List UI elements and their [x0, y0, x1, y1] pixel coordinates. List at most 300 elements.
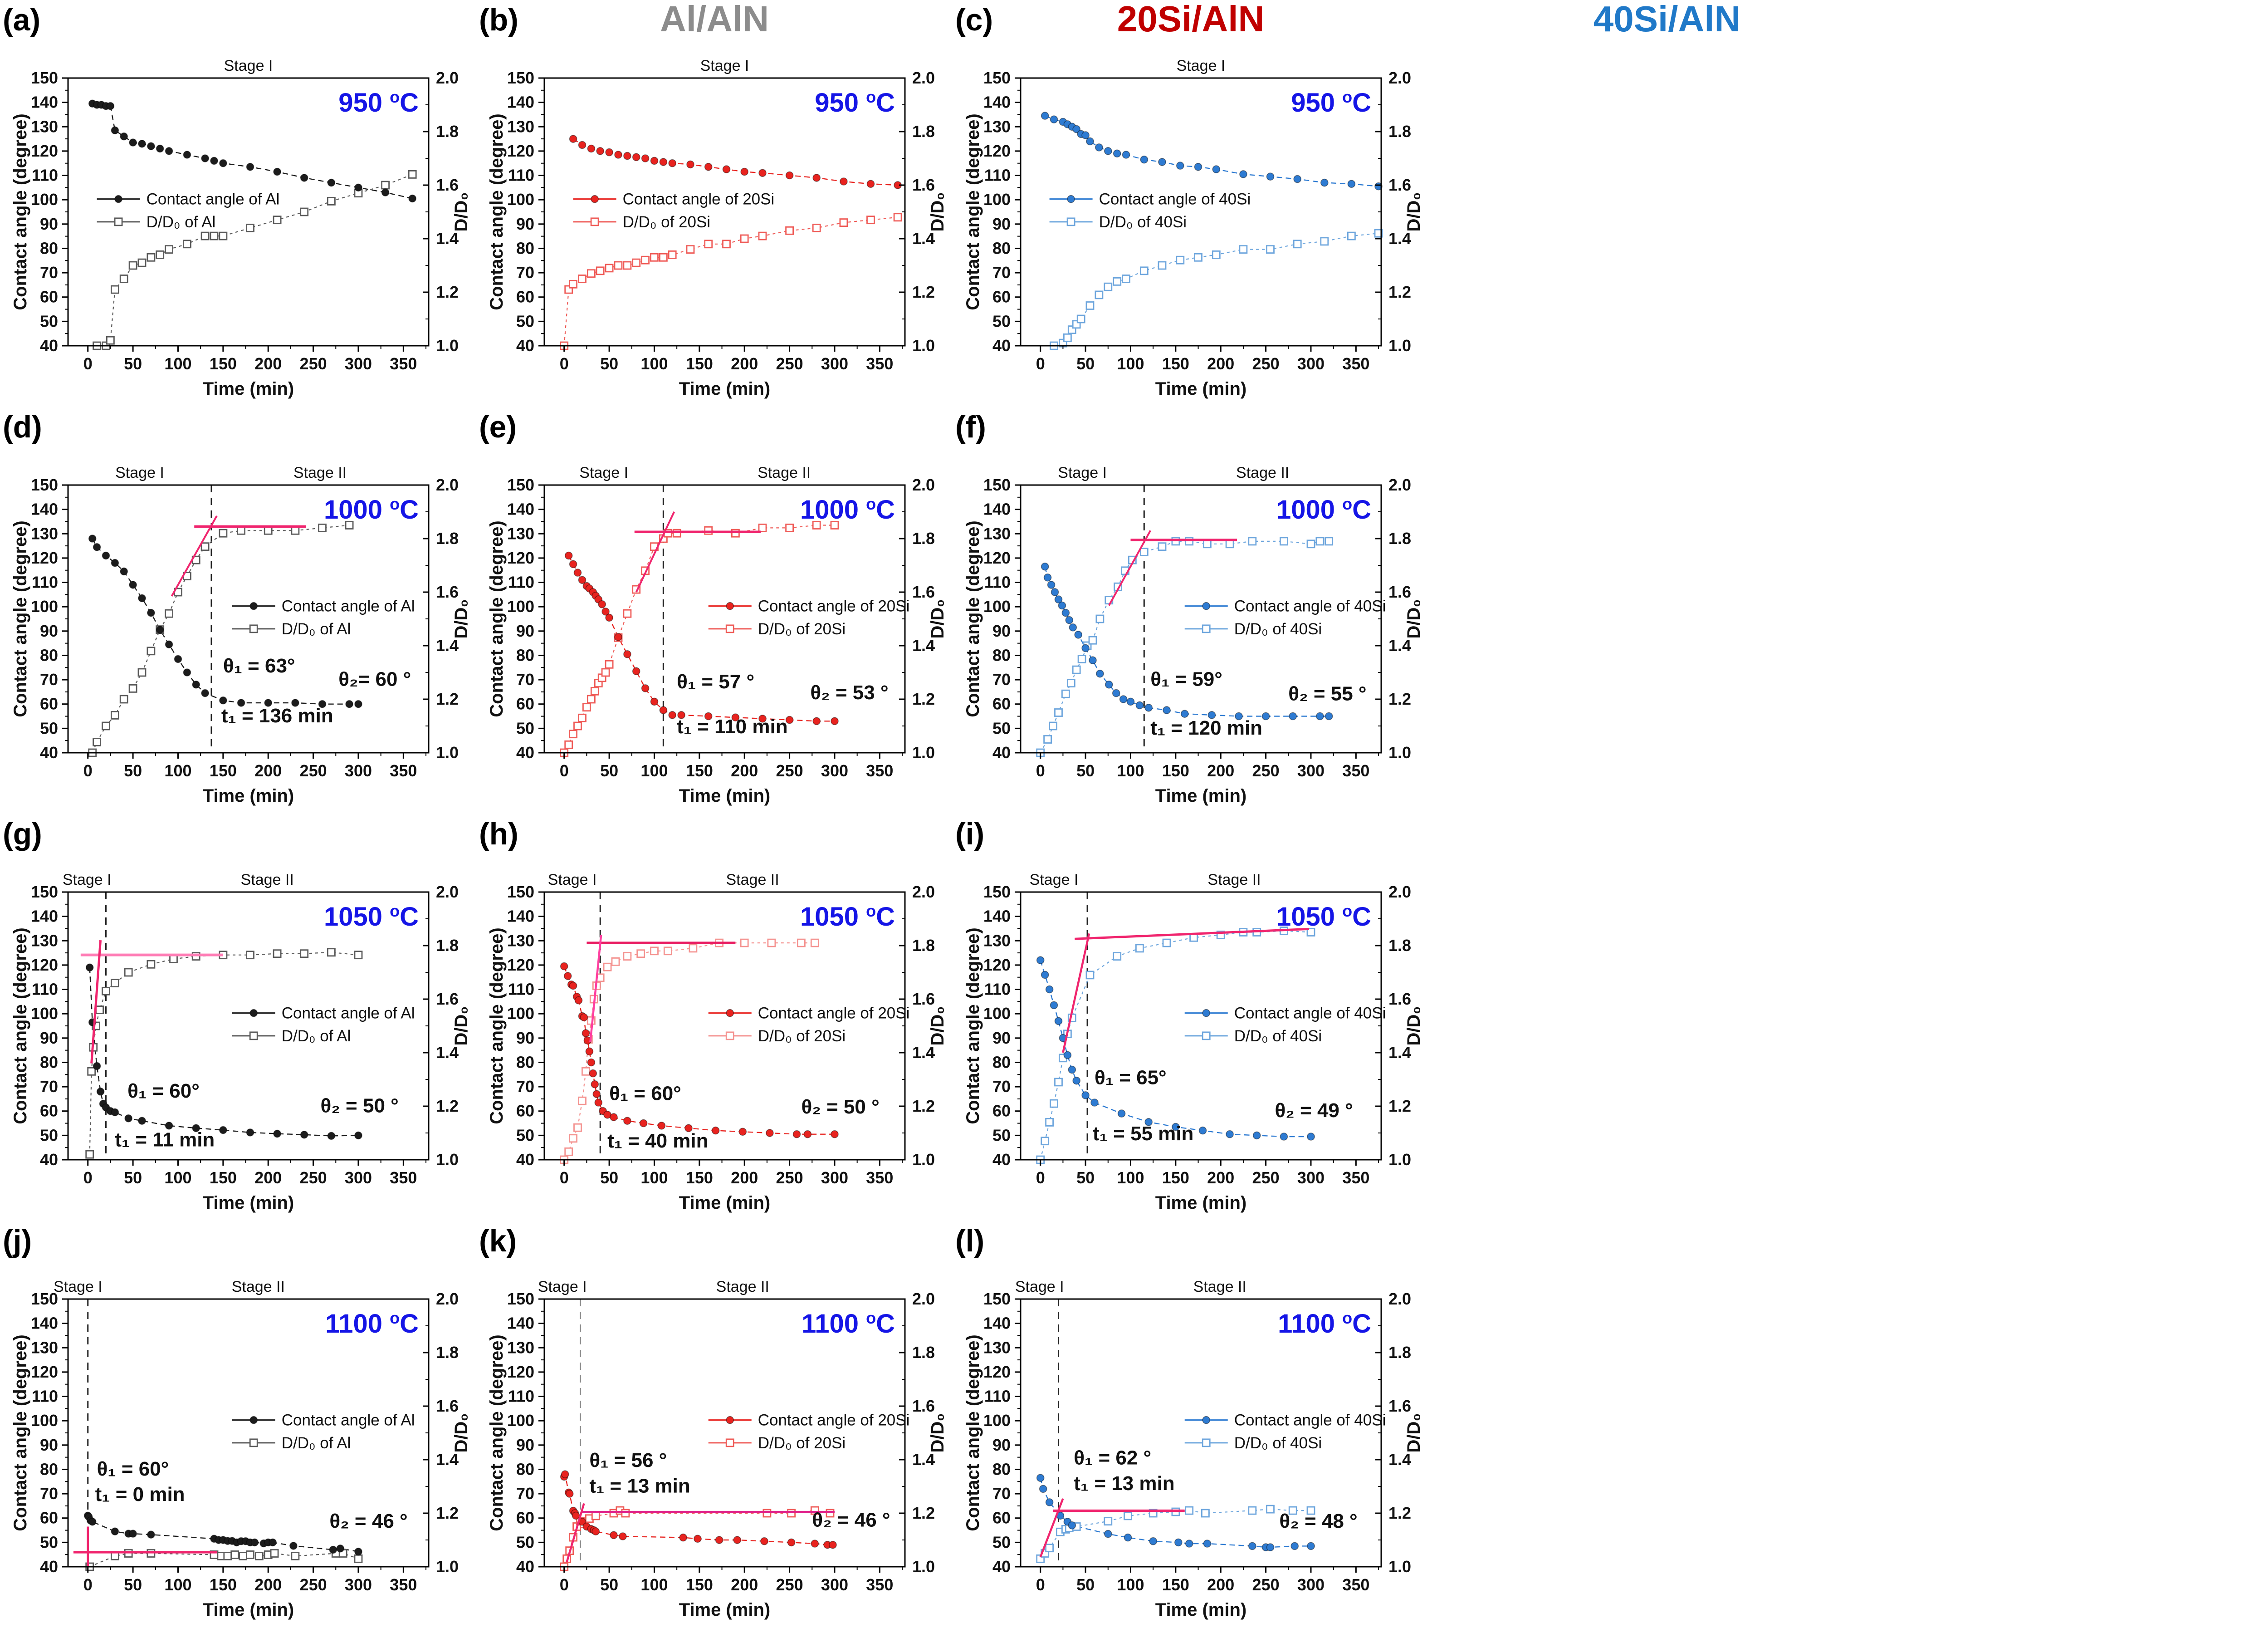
svg-text:1.0: 1.0 [912, 1557, 935, 1576]
svg-text:50: 50 [600, 354, 619, 373]
panel-j-chart [0, 1221, 476, 1628]
svg-text:1.2: 1.2 [912, 1504, 935, 1522]
svg-text:250: 250 [299, 354, 327, 373]
svg-text:350: 350 [390, 354, 417, 373]
svg-text:D/D₀: D/D₀ [928, 1413, 948, 1453]
svg-text:D/D₀: D/D₀ [451, 192, 471, 232]
svg-text:50: 50 [516, 719, 534, 738]
svg-text:60: 60 [39, 1101, 58, 1120]
svg-text:Stage I: Stage I [1058, 464, 1107, 481]
svg-text:2.0: 2.0 [436, 883, 459, 901]
svg-text:θ₂ = 50 °: θ₂ = 50 ° [801, 1096, 880, 1118]
svg-text:150: 150 [983, 69, 1011, 87]
svg-text:90: 90 [39, 621, 58, 640]
column-title-al-aln: Al/AlN [660, 0, 769, 39]
svg-text:110: 110 [31, 573, 58, 592]
panel-a-chart [0, 0, 476, 407]
svg-text:Time (min): Time (min) [202, 1600, 294, 1620]
panel-j-letter: (j) [3, 1224, 32, 1258]
svg-text:130: 130 [30, 117, 58, 136]
svg-text:Contact angle (degree): Contact angle (degree) [963, 1334, 983, 1531]
svg-text:70: 70 [992, 1077, 1011, 1096]
svg-text:60: 60 [39, 694, 58, 713]
svg-text:Time (min): Time (min) [202, 379, 294, 399]
svg-text:Contact angle of 20Si: Contact angle of 20Si [622, 190, 775, 208]
svg-text:θ₂ = 49 °: θ₂ = 49 ° [1275, 1099, 1353, 1122]
svg-text:1.2: 1.2 [1388, 1097, 1412, 1115]
svg-text:150: 150 [209, 1575, 237, 1594]
svg-text:2.0: 2.0 [436, 476, 459, 494]
svg-text:0: 0 [1036, 1575, 1045, 1594]
svg-text:120: 120 [507, 955, 534, 974]
svg-text:50: 50 [516, 1533, 534, 1552]
column-title-40si-aln: 40Si/AlN [1593, 0, 1741, 39]
svg-text:1.4: 1.4 [1388, 1450, 1412, 1469]
svg-text:150: 150 [507, 476, 534, 494]
svg-text:70: 70 [516, 263, 534, 282]
svg-text:1.2: 1.2 [436, 1504, 459, 1522]
svg-text:50: 50 [1076, 1168, 1095, 1187]
svg-text:80: 80 [39, 1053, 58, 1072]
svg-text:1.4: 1.4 [436, 1450, 459, 1469]
svg-text:Stage I: Stage I [1029, 871, 1079, 888]
svg-text:150: 150 [30, 476, 58, 494]
svg-text:90: 90 [516, 1435, 534, 1454]
svg-text:140: 140 [507, 907, 534, 926]
panel-l-chart [953, 1221, 1429, 1628]
svg-text:350: 350 [866, 1575, 894, 1594]
svg-text:Stage I: Stage I [547, 871, 597, 888]
svg-text:150: 150 [507, 69, 534, 87]
svg-text:t₁ = 0 min: t₁ = 0 min [95, 1483, 185, 1506]
svg-text:40: 40 [992, 743, 1011, 762]
svg-text:200: 200 [1207, 1575, 1235, 1594]
svg-text:70: 70 [39, 1484, 58, 1503]
svg-text:300: 300 [1297, 761, 1325, 780]
svg-text:80: 80 [39, 646, 58, 665]
svg-text:100: 100 [983, 597, 1011, 616]
svg-text:Contact angle (degree): Contact angle (degree) [487, 927, 507, 1124]
svg-text:150: 150 [507, 1290, 534, 1308]
svg-text:D/D₀: D/D₀ [1404, 192, 1424, 232]
svg-text:1.0: 1.0 [436, 1150, 459, 1169]
svg-text:300: 300 [821, 1168, 849, 1187]
svg-text:D/D₀ of Al: D/D₀ of Al [281, 1027, 351, 1045]
svg-text:D/D₀ of 20Si: D/D₀ of 20Si [758, 1434, 846, 1452]
svg-text:1.8: 1.8 [1388, 122, 1412, 141]
svg-text:1000 oC: 1000 $^o$C [323, 495, 419, 525]
svg-text:110: 110 [508, 980, 534, 999]
svg-text:70: 70 [516, 1484, 534, 1503]
svg-text:D/D₀: D/D₀ [928, 192, 948, 232]
svg-text:D/D₀: D/D₀ [928, 599, 948, 639]
svg-text:40: 40 [516, 1150, 534, 1169]
svg-text:150: 150 [30, 1290, 58, 1308]
svg-text:D/D₀ of 40Si: D/D₀ of 40Si [1234, 1434, 1322, 1452]
panel-k [476, 1221, 953, 1628]
svg-text:350: 350 [1342, 1168, 1370, 1187]
svg-text:70: 70 [992, 263, 1011, 282]
svg-text:250: 250 [299, 1168, 327, 1187]
svg-text:θ₂ = 53 °: θ₂ = 53 ° [810, 682, 889, 704]
svg-text:0: 0 [1036, 761, 1045, 780]
svg-text:200: 200 [254, 354, 282, 373]
svg-text:120: 120 [30, 141, 58, 160]
svg-text:200: 200 [731, 1575, 758, 1594]
svg-text:Contact angle (degree): Contact angle (degree) [487, 1334, 507, 1531]
svg-text:90: 90 [39, 1028, 58, 1047]
svg-text:D/D₀ of 20Si: D/D₀ of 20Si [758, 1027, 846, 1045]
svg-text:Time (min): Time (min) [1155, 786, 1247, 806]
svg-text:50: 50 [516, 312, 534, 331]
svg-text:Stage I: Stage I [62, 871, 112, 888]
svg-text:1.8: 1.8 [912, 936, 935, 955]
svg-text:40: 40 [516, 1557, 534, 1576]
svg-text:100: 100 [164, 354, 192, 373]
svg-text:130: 130 [30, 1338, 58, 1357]
svg-text:Contact angle (degree): Contact angle (degree) [487, 520, 507, 717]
svg-text:150: 150 [983, 476, 1011, 494]
svg-text:Stage I: Stage I [538, 1278, 587, 1295]
svg-text:350: 350 [1342, 1575, 1370, 1594]
svg-text:120: 120 [507, 548, 534, 567]
svg-text:θ₂ = 50 °: θ₂ = 50 ° [320, 1094, 399, 1117]
svg-text:Contact angle of 20Si: Contact angle of 20Si [758, 1411, 910, 1429]
svg-text:1.0: 1.0 [1388, 1557, 1412, 1576]
svg-text:1.2: 1.2 [436, 1097, 459, 1115]
svg-text:θ₂ = 46 °: θ₂ = 46 ° [812, 1509, 890, 1531]
svg-text:40: 40 [516, 743, 534, 762]
svg-text:Contact angle of Al: Contact angle of Al [146, 190, 280, 208]
svg-text:Stage I: Stage I [115, 464, 164, 481]
svg-text:1.6: 1.6 [1388, 583, 1412, 601]
svg-text:2.0: 2.0 [436, 1290, 459, 1308]
svg-text:950 oC: 950 $^o$C [815, 88, 895, 118]
svg-text:0: 0 [83, 1168, 93, 1187]
svg-text:1.8: 1.8 [912, 122, 935, 141]
svg-text:1000 oC: 1000 $^o$C [1276, 495, 1371, 525]
svg-text:50: 50 [39, 719, 58, 738]
svg-text:Stage II: Stage II [726, 871, 779, 888]
svg-text:θ₁ = 65°: θ₁ = 65° [1094, 1066, 1167, 1089]
svg-text:80: 80 [516, 646, 534, 665]
svg-text:100: 100 [30, 1004, 58, 1023]
svg-text:D/D₀ of 40Si: D/D₀ of 40Si [1234, 1027, 1322, 1045]
svg-text:110: 110 [508, 1387, 534, 1406]
svg-text:150: 150 [685, 1575, 713, 1594]
panel-g [0, 814, 476, 1221]
svg-text:Stage I: Stage I [224, 57, 273, 74]
svg-text:50: 50 [1076, 1575, 1095, 1594]
svg-text:150: 150 [685, 354, 713, 373]
svg-text:150: 150 [685, 761, 713, 780]
svg-text:1.4: 1.4 [1388, 636, 1412, 655]
svg-text:300: 300 [1297, 1575, 1325, 1594]
svg-text:140: 140 [507, 93, 534, 112]
svg-text:D/D₀: D/D₀ [451, 1006, 471, 1046]
svg-text:1.6: 1.6 [912, 176, 935, 194]
svg-text:Stage II: Stage II [231, 1278, 285, 1295]
svg-text:140: 140 [983, 93, 1011, 112]
svg-text:Contact angle of Al: Contact angle of Al [281, 597, 415, 615]
svg-text:θ₁ = 60°: θ₁ = 60° [127, 1080, 200, 1103]
panel-g-letter: (g) [3, 817, 42, 851]
svg-text:1.8: 1.8 [436, 529, 459, 548]
svg-text:t₁ = 136 min: t₁ = 136 min [221, 704, 333, 727]
svg-text:100: 100 [507, 1004, 534, 1023]
svg-text:250: 250 [776, 1168, 803, 1187]
svg-text:Contact angle (degree): Contact angle (degree) [487, 113, 507, 310]
svg-text:1050 oC: 1050 $^o$C [800, 902, 895, 932]
svg-text:t₁ = 40 min: t₁ = 40 min [607, 1130, 709, 1152]
svg-text:D/D₀ of 40Si: D/D₀ of 40Si [1099, 213, 1187, 231]
svg-text:1.0: 1.0 [912, 743, 935, 762]
svg-text:60: 60 [992, 287, 1011, 306]
svg-text:1.6: 1.6 [912, 990, 935, 1008]
svg-text:1.0: 1.0 [1388, 743, 1412, 762]
svg-text:1.4: 1.4 [1388, 229, 1412, 248]
svg-text:60: 60 [39, 287, 58, 306]
panel-h-chart [476, 814, 953, 1221]
svg-text:1.4: 1.4 [1388, 1043, 1412, 1062]
svg-text:1.0: 1.0 [436, 743, 459, 762]
svg-text:1.4: 1.4 [912, 1450, 935, 1469]
svg-text:Contact angle of 40Si: Contact angle of 40Si [1234, 1411, 1386, 1429]
svg-text:60: 60 [516, 1101, 534, 1120]
svg-text:100: 100 [30, 597, 58, 616]
svg-text:80: 80 [516, 239, 534, 258]
svg-text:200: 200 [254, 1168, 282, 1187]
svg-text:t₁ = 13 min: t₁ = 13 min [1074, 1472, 1175, 1495]
svg-text:1050 oC: 1050 $^o$C [323, 902, 419, 932]
svg-text:1.4: 1.4 [436, 1043, 459, 1062]
svg-text:150: 150 [983, 1290, 1011, 1308]
svg-text:40: 40 [992, 336, 1011, 355]
svg-text:150: 150 [1162, 761, 1189, 780]
svg-text:Stage II: Stage II [758, 464, 811, 481]
svg-text:150: 150 [30, 69, 58, 87]
svg-text:0: 0 [83, 354, 93, 373]
svg-text:D/D₀ of 20Si: D/D₀ of 20Si [622, 213, 711, 231]
svg-text:100: 100 [640, 1575, 668, 1594]
svg-text:1.6: 1.6 [912, 1397, 935, 1415]
svg-text:Contact angle (degree): Contact angle (degree) [963, 927, 983, 1124]
panel-c-letter: (c) [955, 3, 993, 37]
panel-c-chart [953, 0, 1429, 407]
svg-text:60: 60 [516, 694, 534, 713]
svg-text:50: 50 [600, 1575, 619, 1594]
svg-text:350: 350 [390, 761, 417, 780]
svg-text:Contact angle of 20Si: Contact angle of 20Si [758, 597, 910, 615]
svg-text:Contact angle of Al: Contact angle of Al [281, 1004, 415, 1022]
svg-text:150: 150 [30, 883, 58, 901]
svg-text:100: 100 [640, 354, 668, 373]
svg-text:1.8: 1.8 [1388, 529, 1412, 548]
svg-text:150: 150 [685, 1168, 713, 1187]
svg-text:40: 40 [39, 336, 58, 355]
svg-text:0: 0 [1036, 1168, 1045, 1187]
panel-f-chart [953, 407, 1429, 814]
svg-text:50: 50 [124, 1575, 142, 1594]
svg-text:250: 250 [776, 761, 803, 780]
svg-text:100: 100 [1117, 354, 1144, 373]
svg-text:90: 90 [516, 214, 534, 233]
svg-text:Stage II: Stage II [240, 871, 294, 888]
svg-text:140: 140 [983, 1314, 1011, 1333]
svg-text:θ₁ = 63°: θ₁ = 63° [223, 655, 295, 677]
svg-text:0: 0 [559, 1575, 569, 1594]
svg-text:300: 300 [344, 1168, 372, 1187]
svg-text:1.8: 1.8 [912, 529, 935, 548]
svg-text:θ₁ = 57 °: θ₁ = 57 ° [677, 670, 755, 693]
svg-text:1.6: 1.6 [1388, 176, 1412, 194]
svg-text:150: 150 [1162, 1575, 1189, 1594]
svg-text:120: 120 [983, 955, 1011, 974]
svg-text:110: 110 [984, 1387, 1011, 1406]
svg-text:1.8: 1.8 [436, 936, 459, 955]
svg-text:Stage II: Stage II [1207, 871, 1261, 888]
svg-text:150: 150 [209, 354, 237, 373]
svg-text:50: 50 [1076, 761, 1095, 780]
svg-text:120: 120 [983, 548, 1011, 567]
svg-text:t₁ = 120 min: t₁ = 120 min [1150, 716, 1263, 739]
svg-text:140: 140 [507, 500, 534, 519]
svg-text:0: 0 [83, 1575, 93, 1594]
panel-e [476, 407, 953, 814]
svg-text:250: 250 [1252, 761, 1280, 780]
svg-text:130: 130 [507, 1338, 534, 1357]
svg-text:1.4: 1.4 [912, 229, 935, 248]
svg-text:110: 110 [508, 573, 534, 592]
svg-text:Contact angle (degree): Contact angle (degree) [10, 520, 30, 717]
svg-text:1.8: 1.8 [436, 1343, 459, 1362]
svg-text:D/D₀: D/D₀ [451, 1413, 471, 1453]
svg-text:140: 140 [983, 907, 1011, 926]
svg-text:200: 200 [731, 354, 758, 373]
svg-text:0: 0 [559, 354, 569, 373]
svg-text:θ₂= 60 °: θ₂= 60 ° [338, 668, 411, 691]
svg-text:2.0: 2.0 [912, 1290, 935, 1308]
svg-text:250: 250 [776, 1575, 803, 1594]
svg-text:2.0: 2.0 [1388, 883, 1412, 901]
svg-text:120: 120 [30, 1362, 58, 1381]
svg-text:Contact angle (degree): Contact angle (degree) [10, 927, 30, 1124]
svg-text:Contact angle of Al: Contact angle of Al [281, 1411, 415, 1429]
svg-text:Time (min): Time (min) [679, 1193, 771, 1213]
svg-text:Stage I: Stage I [700, 57, 749, 74]
svg-text:Contact angle (degree): Contact angle (degree) [963, 113, 983, 310]
svg-text:70: 70 [992, 1484, 1011, 1503]
svg-text:40: 40 [39, 743, 58, 762]
svg-text:130: 130 [983, 524, 1011, 543]
svg-text:350: 350 [390, 1168, 417, 1187]
panel-e-letter: (e) [479, 410, 517, 444]
svg-text:200: 200 [1207, 1168, 1235, 1187]
svg-text:1100 oC: 1100 $^o$C [1278, 1309, 1371, 1339]
svg-text:D/D₀ of 20Si: D/D₀ of 20Si [758, 620, 846, 638]
panel-h-letter: (h) [479, 817, 518, 851]
svg-text:1.6: 1.6 [1388, 1397, 1412, 1415]
svg-text:1.8: 1.8 [436, 122, 459, 141]
svg-text:300: 300 [821, 354, 849, 373]
svg-text:θ₁ = 56 °: θ₁ = 56 ° [589, 1449, 667, 1472]
panel-f-letter: (f) [955, 410, 986, 444]
svg-text:t₁ = 55 min: t₁ = 55 min [1093, 1123, 1194, 1145]
svg-text:Stage I: Stage I [1015, 1278, 1064, 1295]
svg-text:1.6: 1.6 [912, 583, 935, 601]
svg-text:2.0: 2.0 [912, 883, 935, 901]
panel-i [953, 814, 1429, 1221]
svg-text:130: 130 [983, 117, 1011, 136]
svg-text:t₁ = 110 min: t₁ = 110 min [677, 716, 788, 738]
svg-text:Time (min): Time (min) [1155, 1600, 1247, 1620]
svg-text:60: 60 [992, 1101, 1011, 1120]
svg-text:250: 250 [1252, 354, 1280, 373]
svg-text:Time (min): Time (min) [1155, 379, 1247, 399]
svg-text:250: 250 [776, 354, 803, 373]
svg-text:θ₁ = 62 °: θ₁ = 62 ° [1074, 1447, 1152, 1469]
svg-text:1.0: 1.0 [436, 1557, 459, 1576]
svg-text:80: 80 [516, 1053, 534, 1072]
svg-text:θ₂ = 46 °: θ₂ = 46 ° [329, 1510, 408, 1533]
svg-text:100: 100 [507, 190, 534, 209]
svg-text:80: 80 [992, 646, 1011, 665]
panel-i-chart [953, 814, 1429, 1221]
svg-text:100: 100 [507, 597, 534, 616]
svg-text:Stage II: Stage II [1236, 464, 1290, 481]
svg-text:50: 50 [992, 312, 1011, 331]
svg-text:D/D₀: D/D₀ [1404, 599, 1424, 639]
svg-text:D/D₀: D/D₀ [1404, 1006, 1424, 1046]
svg-text:1.2: 1.2 [1388, 283, 1412, 301]
panel-i-letter: (i) [955, 817, 985, 851]
svg-text:40: 40 [39, 1150, 58, 1169]
svg-text:100: 100 [1117, 761, 1144, 780]
svg-text:120: 120 [507, 1362, 534, 1381]
svg-text:100: 100 [1117, 1575, 1144, 1594]
svg-text:350: 350 [1342, 354, 1370, 373]
svg-text:Time (min): Time (min) [679, 1600, 771, 1620]
svg-text:120: 120 [30, 955, 58, 974]
svg-text:200: 200 [1207, 761, 1235, 780]
svg-text:110: 110 [31, 166, 58, 185]
svg-text:1.2: 1.2 [912, 690, 935, 708]
svg-text:90: 90 [516, 621, 534, 640]
panel-e-chart [476, 407, 953, 814]
svg-text:Stage II: Stage II [293, 464, 347, 481]
svg-text:60: 60 [992, 1508, 1011, 1527]
svg-text:0: 0 [559, 761, 569, 780]
panel-a [0, 0, 476, 407]
svg-text:50: 50 [600, 761, 619, 780]
svg-text:60: 60 [992, 694, 1011, 713]
panel-d-letter: (d) [3, 410, 42, 444]
panel-d [0, 407, 476, 814]
svg-text:2.0: 2.0 [1388, 69, 1412, 87]
svg-text:1.2: 1.2 [912, 283, 935, 301]
svg-text:θ₁ = 60°: θ₁ = 60° [97, 1457, 169, 1480]
svg-text:80: 80 [992, 1053, 1011, 1072]
svg-text:Contact angle of 40Si: Contact angle of 40Si [1234, 597, 1386, 615]
svg-text:Contact angle (degree): Contact angle (degree) [10, 113, 30, 310]
svg-text:200: 200 [1207, 354, 1235, 373]
svg-text:140: 140 [507, 1314, 534, 1333]
svg-text:1.8: 1.8 [912, 1343, 935, 1362]
svg-text:130: 130 [30, 524, 58, 543]
svg-text:140: 140 [30, 93, 58, 112]
svg-text:Contact angle (degree): Contact angle (degree) [963, 520, 983, 717]
svg-text:60: 60 [516, 287, 534, 306]
